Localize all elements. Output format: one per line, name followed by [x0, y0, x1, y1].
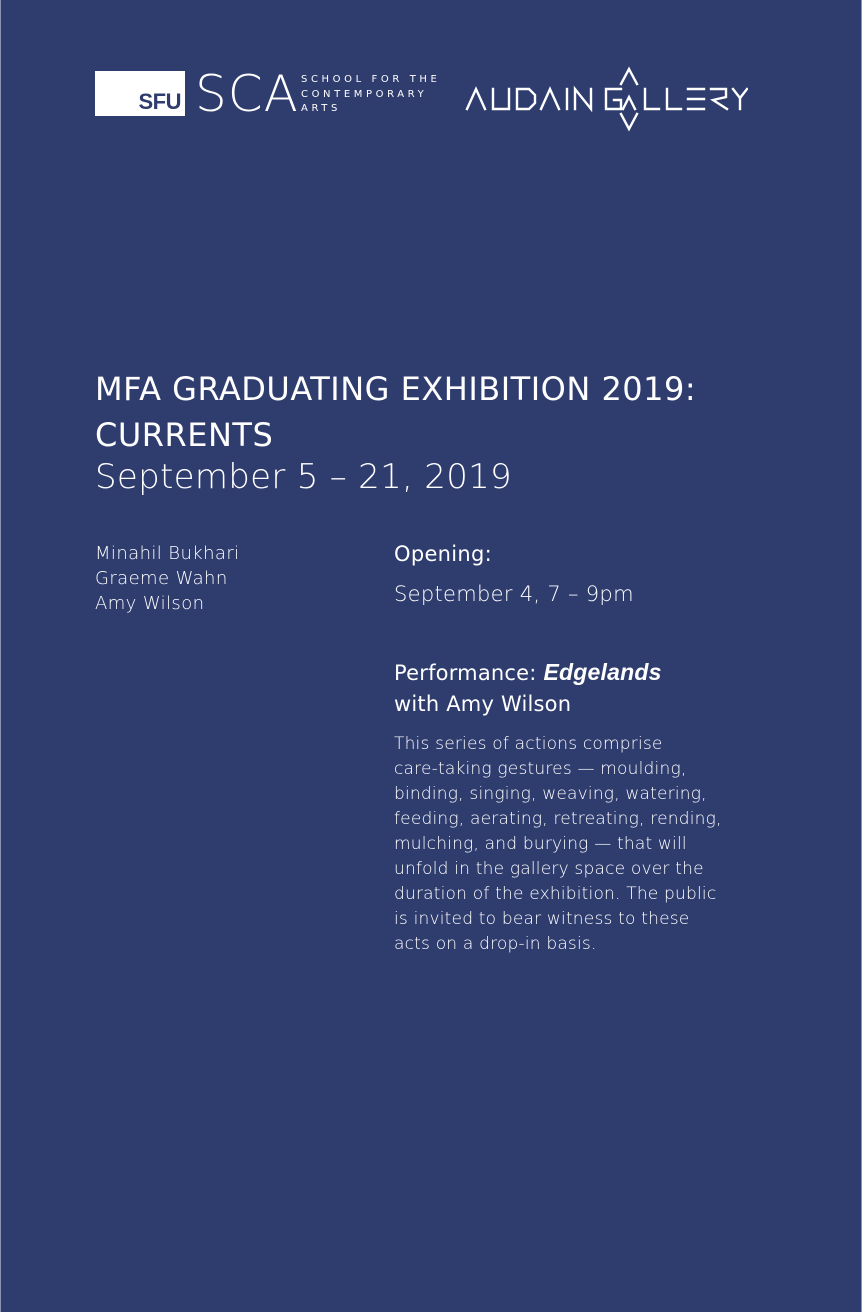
artist-name: Graeme Wahn: [95, 568, 228, 589]
sfu-logo: [95, 71, 185, 116]
exhibition-dates: September 5 – 21, 2019: [95, 457, 512, 497]
description-line: binding, singing, weaving, watering,: [394, 784, 707, 804]
description-line: is invited to bear witness to these: [394, 909, 690, 929]
description-line: mulching, and burying — that will: [394, 834, 687, 854]
description-line: duration of the exhibition. The public: [394, 884, 717, 904]
performance-heading: [394, 657, 662, 720]
audain-gallery-logo: [463, 66, 748, 132]
performance-title-line: [394, 657, 662, 689]
opening-time: September 4, 7 – 9pm: [394, 582, 634, 606]
sca-logo: SCA: [195, 65, 299, 123]
school-for-the-contemporary-arts-logo: [301, 73, 440, 117]
artist-name: Amy Wilson: [95, 593, 205, 614]
description-line: care-taking gestures — moulding,: [394, 759, 687, 779]
school-line-3: ARTS: [301, 103, 341, 114]
opening-label: Opening:: [394, 542, 493, 566]
artist-list: [95, 541, 240, 616]
description-line: This series of actions comprise: [394, 734, 663, 754]
exhibition-title: MFA GRADUATING EXHIBITION 2019: CURRENTS: [95, 370, 697, 454]
description-line: feeding, aerating, retreating, rending,: [394, 809, 722, 829]
artist-name: Minahil Bukhari: [95, 543, 240, 564]
performance-with: with Amy Wilson: [394, 692, 572, 716]
performance-description: [394, 732, 746, 957]
sfu-logo-text: SFU: [138, 89, 181, 114]
performance-name: Edgelands: [543, 659, 662, 685]
school-line-1: SCHOOL FOR THE: [301, 74, 441, 85]
school-line-2: CONTEMPORARY: [301, 88, 428, 100]
description-line: acts on a drop-in basis.: [394, 934, 597, 954]
description-line: unfold in the gallery space over the: [394, 859, 704, 879]
performance-label: Performance:: [394, 661, 537, 685]
